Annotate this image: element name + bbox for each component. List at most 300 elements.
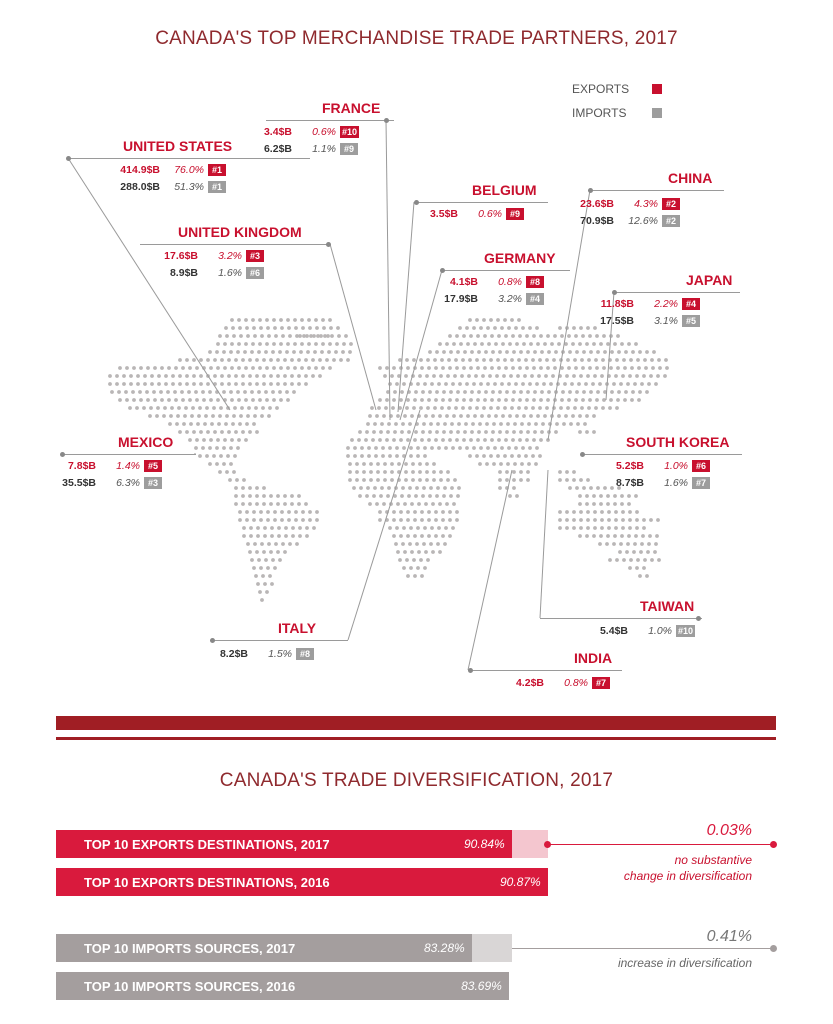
callout-dot — [384, 118, 389, 123]
map-dot — [522, 414, 526, 418]
map-dot — [503, 318, 507, 322]
map-dot — [450, 486, 454, 490]
map-dot — [429, 542, 433, 546]
map-dot — [510, 318, 514, 322]
map-dot — [459, 414, 463, 418]
map-dot — [503, 358, 507, 362]
map-dot — [280, 518, 284, 522]
map-dot — [251, 318, 255, 322]
map-dot — [594, 406, 598, 410]
map-dot — [565, 518, 569, 522]
map-dot — [220, 382, 224, 386]
map-dot — [183, 414, 187, 418]
map-dot — [461, 358, 465, 362]
map-dot — [485, 462, 489, 466]
map-dot — [332, 358, 336, 362]
map-dot — [417, 550, 421, 554]
map-dot — [383, 470, 387, 474]
map-dot — [637, 366, 641, 370]
map-dot — [241, 502, 245, 506]
map-dot — [480, 342, 484, 346]
map-dot — [227, 358, 231, 362]
callout-line — [414, 202, 548, 203]
map-dot — [588, 398, 592, 402]
exports-share: 1.4% — [116, 460, 140, 472]
map-dot — [311, 358, 315, 362]
map-dot — [192, 374, 196, 378]
map-dot — [472, 382, 476, 386]
map-dot — [458, 326, 462, 330]
map-dot — [260, 414, 264, 418]
map-dot — [382, 414, 386, 418]
map-dot — [213, 374, 217, 378]
map-dot — [453, 478, 457, 482]
map-dot — [452, 342, 456, 346]
callout-dot — [588, 188, 593, 193]
map-dot — [629, 558, 633, 562]
map-dot — [278, 558, 282, 562]
map-dot — [638, 574, 642, 578]
map-dot — [142, 406, 146, 410]
map-dot — [145, 390, 149, 394]
exports-share: 0.6% — [478, 208, 502, 220]
map-dot — [505, 470, 509, 474]
imports-rank: #2 — [662, 215, 680, 227]
map-dot — [305, 334, 309, 338]
map-dot — [648, 534, 652, 538]
map-dot — [181, 366, 185, 370]
map-dot — [415, 486, 419, 490]
map-dot — [634, 494, 638, 498]
map-dot — [621, 374, 625, 378]
map-dot — [206, 358, 210, 362]
map-dot — [270, 526, 274, 530]
imports-share: 1.6% — [218, 267, 242, 279]
map-dot — [510, 358, 514, 362]
map-dot — [606, 342, 610, 346]
map-dot — [178, 430, 182, 434]
map-dot — [607, 510, 611, 514]
map-dot — [572, 374, 576, 378]
map-dot — [209, 398, 213, 402]
partner-name: UNITED KINGDOM — [178, 224, 302, 240]
map-dot — [505, 478, 509, 482]
map-dot — [420, 366, 424, 370]
map-dot — [572, 470, 576, 474]
map-dot — [624, 390, 628, 394]
map-dot — [430, 382, 434, 386]
map-dot — [488, 374, 492, 378]
map-dot — [403, 414, 407, 418]
map-dot — [293, 366, 297, 370]
exports-rank: #1 — [208, 164, 226, 176]
map-dot — [254, 406, 258, 410]
map-dot — [450, 422, 454, 426]
map-dot — [585, 414, 589, 418]
map-dot — [485, 422, 489, 426]
imports-rank: #5 — [682, 315, 700, 327]
map-dot — [526, 470, 530, 474]
map-dot — [588, 334, 592, 338]
map-dot — [521, 326, 525, 330]
map-dot — [182, 422, 186, 426]
map-dot — [258, 398, 262, 402]
map-dot — [540, 390, 544, 394]
map-dot — [440, 406, 444, 410]
map-dot — [476, 334, 480, 338]
map-dot — [610, 350, 614, 354]
map-dot — [578, 430, 582, 434]
partner-name: FRANCE — [322, 100, 381, 116]
map-dot — [311, 374, 315, 378]
map-dot — [160, 398, 164, 402]
map-dot — [403, 502, 407, 506]
callout-line — [588, 190, 724, 191]
map-dot — [558, 518, 562, 522]
map-dot — [630, 366, 634, 370]
bar-exports-2017 — [56, 830, 512, 858]
exports-share: 3.2% — [218, 250, 242, 262]
imports-value: 288.0$B — [120, 181, 160, 193]
map-dot — [448, 534, 452, 538]
map-dot — [629, 358, 633, 362]
map-dot — [623, 366, 627, 370]
map-dot — [258, 366, 262, 370]
map-dot — [468, 454, 472, 458]
map-dot — [434, 534, 438, 538]
map-dot — [484, 430, 488, 434]
map-dot — [335, 342, 339, 346]
map-dot — [230, 438, 234, 442]
map-dot — [539, 438, 543, 442]
map-dot — [483, 438, 487, 442]
map-dot — [198, 454, 202, 458]
map-dot — [167, 366, 171, 370]
map-dot — [255, 430, 259, 434]
map-dot — [581, 398, 585, 402]
map-dot — [292, 350, 296, 354]
map-dot — [530, 374, 534, 378]
map-dot — [420, 574, 424, 578]
map-dot — [437, 382, 441, 386]
map-dot — [190, 414, 194, 418]
map-dot — [255, 486, 259, 490]
map-dot — [262, 502, 266, 506]
exports-rank: #4 — [682, 298, 700, 310]
map-dot — [663, 374, 667, 378]
map-dot — [255, 502, 259, 506]
map-dot — [350, 438, 354, 442]
map-dot — [256, 526, 260, 530]
map-dot — [562, 422, 566, 426]
map-dot — [506, 462, 510, 466]
map-dot — [638, 390, 642, 394]
map-dot — [185, 374, 189, 378]
callout-dot — [468, 668, 473, 673]
bar-value: 83.69% — [461, 979, 502, 993]
map-dot — [173, 390, 177, 394]
bar-imports-2017 — [56, 934, 472, 962]
map-dot — [513, 462, 517, 466]
map-dot — [403, 550, 407, 554]
map-dot — [627, 494, 631, 498]
map-dot — [533, 390, 537, 394]
map-dot — [223, 438, 227, 442]
map-dot — [596, 350, 600, 354]
map-dot — [448, 510, 452, 514]
map-dot — [518, 438, 522, 442]
map-dot — [578, 494, 582, 498]
partner-name: TAIWAN — [640, 598, 695, 614]
map-dot — [412, 558, 416, 562]
map-dot — [636, 558, 640, 562]
map-dot — [438, 550, 442, 554]
callout-dot — [326, 242, 331, 247]
map-dot — [266, 566, 270, 570]
map-dot — [624, 350, 628, 354]
exports-connector — [548, 844, 774, 845]
leader-line — [540, 470, 548, 618]
map-dot — [417, 502, 421, 506]
map-dot — [591, 382, 595, 386]
partner-name: ITALY — [278, 620, 317, 636]
map-dot — [587, 358, 591, 362]
map-dot — [430, 526, 434, 530]
map-dot — [608, 406, 612, 410]
map-dot — [587, 406, 591, 410]
map-dot — [381, 454, 385, 458]
map-dot — [615, 558, 619, 562]
map-dot — [217, 422, 221, 426]
map-dot — [626, 542, 630, 546]
map-dot — [346, 446, 350, 450]
map-dot — [189, 422, 193, 426]
map-dot — [276, 358, 280, 362]
map-dot — [176, 414, 180, 418]
map-dot — [602, 334, 606, 338]
map-dot — [250, 350, 254, 354]
map-dot — [538, 358, 542, 362]
exports-connector-end-dot — [770, 841, 777, 848]
map-dot — [555, 422, 559, 426]
callout-dot — [66, 156, 71, 161]
map-dot — [124, 390, 128, 394]
map-dot — [489, 358, 493, 362]
map-dot — [508, 414, 512, 418]
map-dot — [431, 414, 435, 418]
map-dot — [505, 350, 509, 354]
map-dot — [205, 406, 209, 410]
map-dot — [387, 486, 391, 490]
map-dot — [549, 382, 553, 386]
map-dot — [439, 470, 443, 474]
map-dot — [586, 526, 590, 530]
map-dot — [588, 366, 592, 370]
map-dot — [397, 462, 401, 466]
map-dot — [118, 366, 122, 370]
exports-change-value: 0.03% — [706, 822, 752, 839]
map-dot — [614, 374, 618, 378]
map-dot — [394, 542, 398, 546]
map-dot — [117, 390, 121, 394]
map-dot — [429, 422, 433, 426]
map-dot — [496, 454, 500, 458]
map-dot — [341, 350, 345, 354]
map-dot — [586, 374, 590, 378]
map-dot — [237, 318, 241, 322]
imports-row — [52, 476, 162, 490]
map-dot — [237, 366, 241, 370]
map-dot — [192, 358, 196, 362]
map-dot — [579, 374, 583, 378]
map-dot — [498, 430, 502, 434]
exports-note-line1: no substantive — [674, 853, 752, 867]
map-dot — [245, 510, 249, 514]
map-dot — [441, 438, 445, 442]
map-dot — [222, 446, 226, 450]
map-dot — [427, 534, 431, 538]
map-dot — [512, 350, 516, 354]
callout-line — [140, 244, 330, 245]
map-dot — [210, 422, 214, 426]
map-dot — [532, 334, 536, 338]
map-dot — [252, 518, 256, 522]
map-dot — [168, 422, 172, 426]
map-dot — [654, 382, 658, 386]
map-dot — [620, 494, 624, 498]
map-dot — [307, 342, 311, 346]
map-dot — [637, 398, 641, 402]
map-dot — [267, 414, 271, 418]
imports-rank: #6 — [246, 267, 264, 279]
map-dot — [534, 462, 538, 466]
map-dot — [375, 502, 379, 506]
map-dot — [132, 366, 136, 370]
map-dot — [538, 454, 542, 458]
map-dot — [209, 366, 213, 370]
map-dot — [578, 414, 582, 418]
map-dot — [600, 518, 604, 522]
map-dot — [229, 446, 233, 450]
map-dot — [465, 382, 469, 386]
map-dot — [616, 366, 620, 370]
map-dot — [202, 398, 206, 402]
map-dot — [248, 550, 252, 554]
exports-row — [414, 207, 524, 221]
map-dot — [246, 334, 250, 338]
map-dot — [390, 470, 394, 474]
map-dot — [281, 542, 285, 546]
map-dot — [656, 518, 660, 522]
imports-value: 70.9$B — [580, 215, 614, 227]
map-dot — [573, 406, 577, 410]
map-dot — [159, 390, 163, 394]
map-dot — [163, 406, 167, 410]
map-dot — [585, 502, 589, 506]
map-dot — [569, 422, 573, 426]
map-dot — [328, 366, 332, 370]
map-dot — [523, 374, 527, 378]
map-dot — [484, 350, 488, 354]
map-dot — [572, 478, 576, 482]
map-dot — [483, 398, 487, 402]
map-dot — [248, 430, 252, 434]
map-dot — [455, 334, 459, 338]
map-dot — [543, 342, 547, 346]
map-dot — [583, 422, 587, 426]
map-dot — [644, 366, 648, 370]
map-dot — [251, 366, 255, 370]
map-dot — [367, 454, 371, 458]
map-dot — [380, 422, 384, 426]
map-dot — [280, 326, 284, 330]
map-dot — [568, 486, 572, 490]
map-dot — [396, 414, 400, 418]
map-dot — [238, 510, 242, 514]
map-dot — [420, 534, 424, 538]
map-dot — [336, 326, 340, 330]
map-dot — [432, 374, 436, 378]
map-dot — [625, 550, 629, 554]
map-dot — [416, 382, 420, 386]
map-dot — [531, 406, 535, 410]
map-dot — [475, 318, 479, 322]
map-dot — [220, 430, 224, 434]
map-dot — [128, 406, 132, 410]
map-dot — [467, 374, 471, 378]
map-dot — [275, 406, 279, 410]
map-dot — [592, 414, 596, 418]
map-dot — [607, 518, 611, 522]
map-dot — [574, 398, 578, 402]
map-dot — [475, 406, 479, 410]
map-dot — [482, 318, 486, 322]
map-dot — [262, 550, 266, 554]
map-dot — [248, 374, 252, 378]
map-dot — [642, 526, 646, 530]
map-dot — [283, 550, 287, 554]
map-dot — [136, 374, 140, 378]
map-dot — [439, 374, 443, 378]
imports-row — [116, 180, 226, 194]
map-dot — [491, 430, 495, 434]
map-dot — [429, 486, 433, 490]
map-dot — [241, 374, 245, 378]
exports-value: 4.2$B — [515, 677, 544, 689]
map-dot — [553, 334, 557, 338]
map-dot — [139, 398, 143, 402]
map-dot — [283, 374, 287, 378]
map-dot — [603, 350, 607, 354]
map-dot — [498, 470, 502, 474]
map-dot — [574, 334, 578, 338]
imports-share: 1.1% — [312, 143, 336, 155]
map-dot — [407, 430, 411, 434]
map-dot — [286, 398, 290, 402]
map-dot — [614, 510, 618, 514]
map-dot — [507, 382, 511, 386]
map-dot — [252, 422, 256, 426]
map-dot — [508, 494, 512, 498]
map-dot — [198, 406, 202, 410]
map-dot — [260, 598, 264, 602]
map-dot — [262, 494, 266, 498]
map-dot — [619, 382, 623, 386]
map-dot — [138, 390, 142, 394]
callout-dot — [696, 616, 701, 621]
map-dot — [373, 422, 377, 426]
map-dot — [249, 526, 253, 530]
